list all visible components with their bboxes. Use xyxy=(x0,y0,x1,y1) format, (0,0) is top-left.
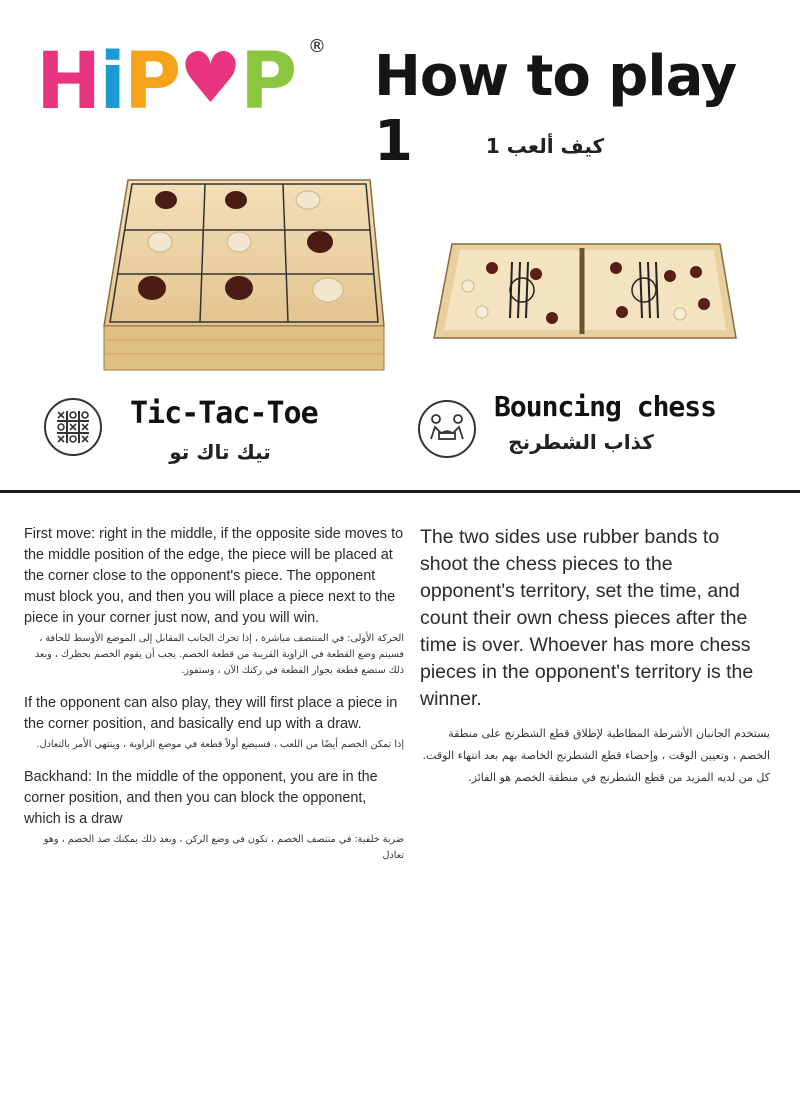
dark-piece xyxy=(530,268,542,280)
two-players-icon xyxy=(418,400,476,458)
brand-wordmark xyxy=(36,36,336,127)
dark-piece xyxy=(690,266,702,278)
page-title: How to play 1 xyxy=(374,44,737,174)
light-piece xyxy=(296,191,320,209)
light-piece xyxy=(476,306,488,318)
light-piece xyxy=(313,278,343,302)
rule-paragraph: If the opponent can also play, they will first place a piece in the corner position, and basically end up with a draw. xyxy=(24,695,398,732)
light-piece xyxy=(462,280,474,292)
rule-paragraph: The two sides use rubber bands to shoot the chess pieces to the opponent's territory, set the time, and count their own chess pieces after the time is over. Whoever has more chess pieces in the opponent's territory is the winner. xyxy=(420,526,754,710)
logo-letter: H xyxy=(36,37,100,127)
rule-paragraph: First move: right in the middle, if the opposite side moves to the middle position of the edge, the piece will be placed at the corner close to the opponent's piece. The opponent must block you, and then you will place a piece next to the piece in your corner just now, and you will win. xyxy=(24,526,404,626)
dark-piece xyxy=(616,306,628,318)
logo-letter: P xyxy=(239,37,296,127)
brand-logo xyxy=(36,36,336,127)
dark-piece xyxy=(225,276,253,300)
page-title-arabic: كيف ألعب 1 xyxy=(485,134,605,158)
tic-tac-toe-title: Tic-Tac-Toe xyxy=(130,396,318,431)
bouncing-chess-title: Bouncing chess xyxy=(494,390,717,423)
tic-tac-toe-icon xyxy=(44,398,102,456)
dark-piece xyxy=(307,231,333,253)
rule-paragraph-arabic: الحركة الأولى: في المنتصف مباشرة ، إذا تحرك الجانب المقابل إلى الموضع الأوسط للحافة ، فسيتم وضع القطعة في الزاوية القريبة من قطعة الخصم. يجب أن يقوم الخصم بحظرك ، وبعد ذلك ستضع قطعة بجوار القطعة في ركنك الآن ، وستفوز. xyxy=(34,633,404,676)
dark-piece xyxy=(155,191,177,209)
tic-tac-toe-rules xyxy=(24,524,404,864)
registered-mark: ® xyxy=(308,36,326,57)
bouncing-chess-rules xyxy=(420,524,770,789)
dark-piece xyxy=(225,191,247,209)
rule-paragraph-arabic: إذا تمكن الخصم أيضًا من اللعب ، فسيضع أولاً قطعة في موضع الزاوية ، وينتهي الأمر بالتعادل. xyxy=(36,739,404,750)
dark-piece xyxy=(546,312,558,324)
section-divider xyxy=(0,490,800,493)
logo-letter: ♥ xyxy=(179,37,240,119)
logo-letter: P xyxy=(124,37,180,127)
tic-tac-toe-title-arabic: تيك تاك تو xyxy=(169,440,271,464)
dark-piece xyxy=(664,270,676,282)
light-piece xyxy=(227,232,251,252)
rule-paragraph: Backhand: In the middle of the opponent, you are in the corner position, and then you can block the opponent, which is a draw xyxy=(24,769,378,827)
dark-piece xyxy=(698,298,710,310)
dark-piece xyxy=(138,276,166,300)
light-piece xyxy=(148,232,172,252)
dark-piece xyxy=(486,262,498,274)
light-piece xyxy=(674,308,686,320)
tic-tac-toe-board-image xyxy=(100,176,390,376)
rule-paragraph-arabic: ضربة خلفية: في منتصف الخصم ، تكون في وضع الركن ، وبعد ذلك يمكنك صد الخصم ، وهو تعادل xyxy=(43,834,404,861)
rule-paragraph-arabic: يستخدم الجانبان الأشرطة المطاطية لإطلاق قطع الشطرنج على منطقة الخصم ، وتعيين الوقت ، وإحصاء قطع الشطرنج الخاصة بهم بعد انتهاء الوقت. كل من لديه المزيد من قطع الشطرنج في منطقة الخصم هو الفائز. xyxy=(422,727,770,784)
logo-letter: i xyxy=(99,37,125,127)
bouncing-chess-board-image xyxy=(430,238,740,348)
dark-piece xyxy=(610,262,622,274)
bouncing-chess-title-arabic: كذاب الشطرنج xyxy=(508,430,654,454)
